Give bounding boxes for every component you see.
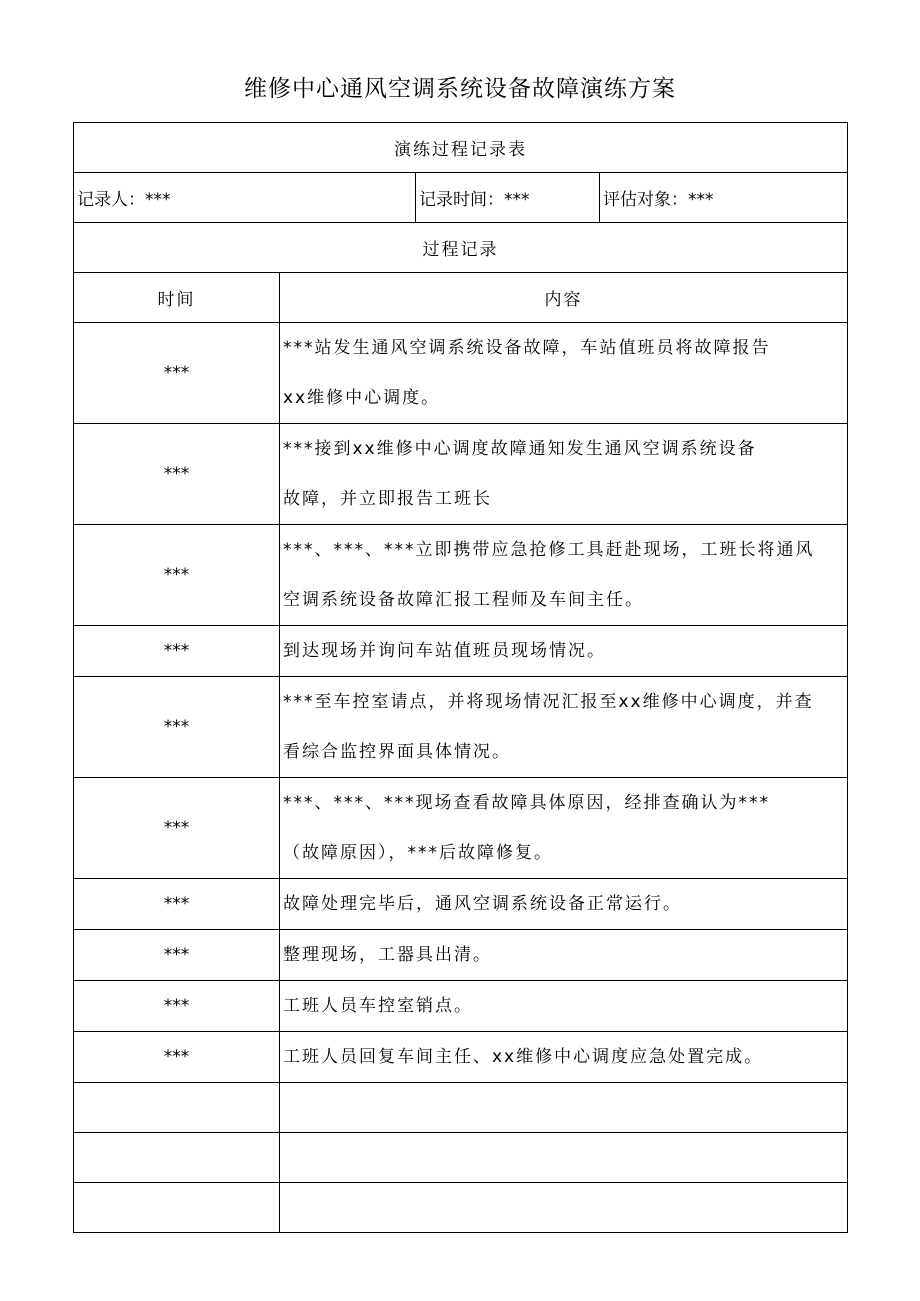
row-time: *** bbox=[74, 626, 280, 677]
section-title: 过程记录 bbox=[74, 223, 848, 273]
empty-row bbox=[74, 1183, 848, 1233]
row-time: *** bbox=[74, 930, 280, 981]
row-time: *** bbox=[74, 879, 280, 930]
empty-cell bbox=[280, 1083, 848, 1133]
row-content: ***至车控室请点，并将现场情况汇报至xx维修中心调度，并查 看综合监控界面具体情况。 bbox=[280, 677, 848, 778]
row-time: *** bbox=[74, 1032, 280, 1083]
row-time: *** bbox=[74, 778, 280, 879]
table-row bbox=[74, 981, 848, 1032]
table-row bbox=[74, 677, 848, 778]
table-row bbox=[74, 778, 848, 879]
table-row bbox=[74, 879, 848, 930]
table-row bbox=[74, 930, 848, 981]
row-content: 整理现场，工器具出清。 bbox=[280, 930, 848, 981]
row-content: 工班人员回复车间主任、xx维修中心调度应急处置完成。 bbox=[280, 1032, 848, 1083]
table-row bbox=[74, 626, 848, 677]
row-time: *** bbox=[74, 323, 280, 424]
row-content: ***、***、***立即携带应急抢修工具赶赴现场，工班长将通风 空调系统设备故障汇报工程师及车间主任。 bbox=[280, 525, 848, 626]
table-title: 演练过程记录表 bbox=[74, 123, 848, 173]
empty-cell bbox=[280, 1133, 848, 1183]
row-content: ***站发生通风空调系统设备故障，车站值班员将故障报告 xx维修中心调度。 bbox=[280, 323, 848, 424]
row-content: 工班人员车控室销点。 bbox=[280, 981, 848, 1032]
row-time: *** bbox=[74, 424, 280, 525]
row-time: *** bbox=[74, 981, 280, 1032]
table-row bbox=[74, 323, 848, 424]
empty-row bbox=[74, 1083, 848, 1133]
row-time: *** bbox=[74, 525, 280, 626]
row-content: 到达现场并询问车站值班员现场情况。 bbox=[280, 626, 848, 677]
row-time: *** bbox=[74, 677, 280, 778]
row-content: 故障处理完毕后，通风空调系统设备正常运行。 bbox=[280, 879, 848, 930]
eval-target-field: 评估对象：*** bbox=[600, 173, 848, 223]
row-content: ***接到xx维修中心调度故障通知发生通风空调系统设备 故障，并立即报告工班长 bbox=[280, 424, 848, 525]
empty-cell bbox=[74, 1083, 280, 1133]
table-row bbox=[74, 424, 848, 525]
table-row bbox=[74, 1032, 848, 1083]
table-row bbox=[74, 525, 848, 626]
empty-cell bbox=[280, 1183, 848, 1233]
empty-row bbox=[74, 1133, 848, 1183]
record-time-field: 记录时间：*** bbox=[416, 173, 600, 223]
drill-record-table bbox=[73, 122, 848, 1233]
document-title: 维修中心通风空调系统设备故障演练方案 bbox=[244, 76, 676, 102]
row-content: ***、***、***现场查看故障具体原因，经排查确认为*** （故障原因），***后故障修复。 bbox=[280, 778, 848, 879]
recorder-field: 记录人：*** bbox=[74, 173, 416, 223]
empty-cell bbox=[74, 1133, 280, 1183]
column-header-time: 时间 bbox=[74, 273, 280, 323]
empty-cell bbox=[74, 1183, 280, 1233]
column-header-content: 内容 bbox=[280, 273, 848, 323]
